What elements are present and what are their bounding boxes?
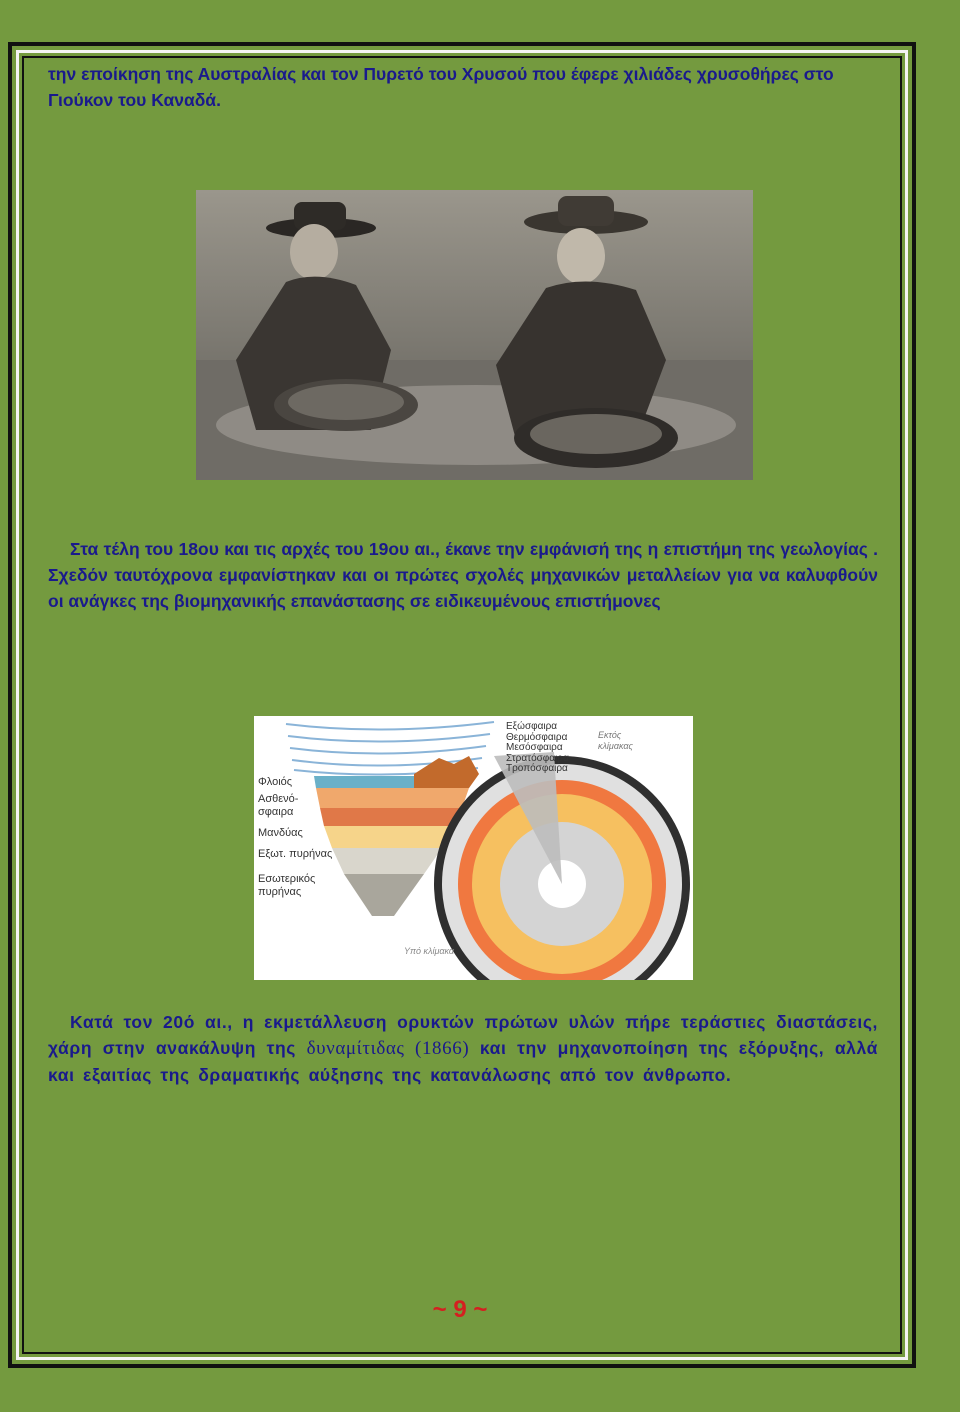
mesosphere-label: Μεσόσφαιρα <box>506 742 563 753</box>
mantle-label: Μανδύας <box>258 827 303 839</box>
atmosphere-labels <box>506 722 569 775</box>
off-scale-line-2: κλίμακας <box>598 741 633 751</box>
earth-layers-diagram <box>254 716 693 980</box>
layer-labels <box>258 776 332 899</box>
paragraph-gold-rush: την εποίκηση της Αυστραλίας και τον Πυρετό του Χρυσού που έφερε χιλιάδες χρυσοθήρες στο Γιούκον του Καναδά. <box>48 64 834 110</box>
dynamite-reference: δυναμίτιδας (1866) <box>306 1038 470 1059</box>
asthenosphere-label-1: Ασθενό- <box>258 793 299 805</box>
thermosphere-label: Θερμόσφαιρα <box>506 731 568 743</box>
troposphere-label: Τροπόσφαιρα <box>506 763 568 774</box>
off-scale-note <box>598 730 633 752</box>
exosphere-label: Εξώσφαιρα <box>506 721 558 732</box>
paragraph-20th-century-part-2: και την μηχανοποίηση της εξόρυξης, αλλά και εξαιτίας της δραματικής αύξησης της κατανάλωσης από τον άνθρωπο. <box>48 1038 878 1085</box>
gold-panners-photo <box>196 190 753 480</box>
inner-core-label-1: Εσωτερικός <box>258 873 316 885</box>
to-scale-note: Υπό κλίμακα <box>404 946 455 956</box>
gold-panners-illustration <box>196 190 753 480</box>
paragraph-geology: Στα τέλη του 18ου και τις αρχές του 19ου αι., έκανε την εμφάνισή της η επιστήμη της γεωλογίας . Σχεδόν ταυτόχρονα εμφανίστηκαν και οι πρώτες σχολές μηχανικών μεταλλείων για να καλυφθούν οι ανάγκες της βιομηχανικής επανάστασης σε ειδικευμένους επιστήμονες <box>48 539 878 611</box>
stratosphere-label: Στρατόσφαιρα <box>506 752 569 764</box>
crust-label: Φλοιός <box>258 776 293 788</box>
asthenosphere-label-2: σφαιρα <box>258 806 294 818</box>
inner-core-label-2: πυρήνας <box>258 886 302 898</box>
off-scale-line-1: Εκτός <box>598 730 622 740</box>
page-number: ~ 9 ~ <box>432 1296 488 1323</box>
outer-core-label: Εξωτ. πυρήνας <box>258 848 333 860</box>
paragraph-20th-century-part-1: Κατά τον 20ό αι., η εκμετάλλευση ορυκτών πρώτων υλών πήρε τεράστιες διαστάσεις, χάρη στην ανακάλυψη της <box>48 1012 878 1058</box>
paragraph-20th-century <box>48 1009 878 1088</box>
